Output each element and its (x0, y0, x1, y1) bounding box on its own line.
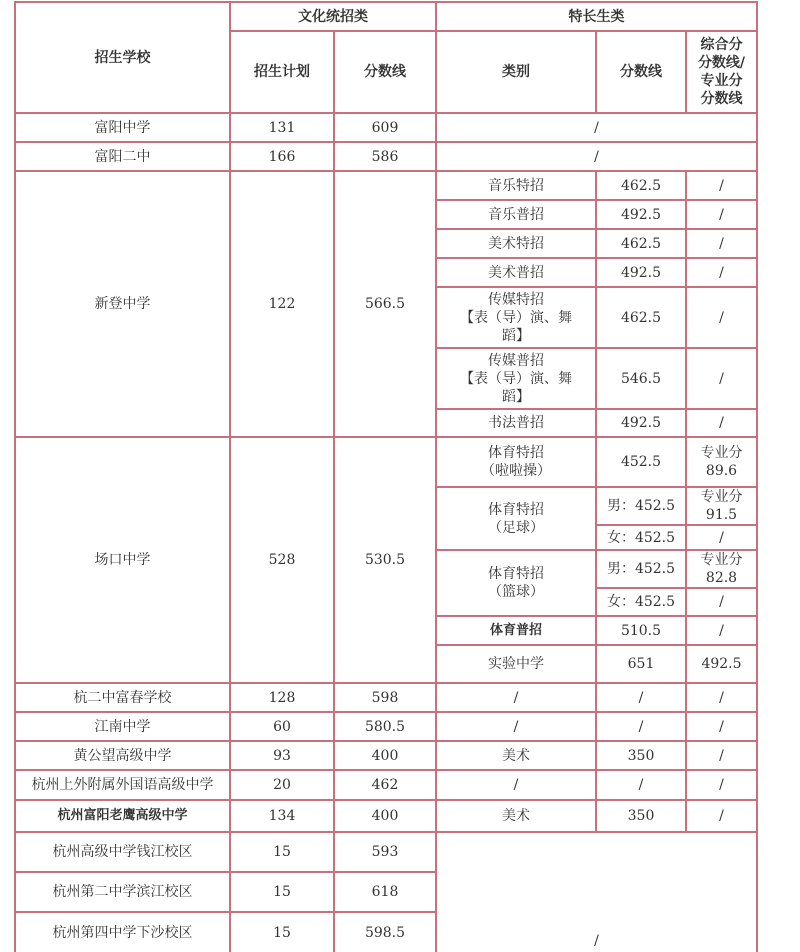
culture-score: 618 (334, 872, 436, 912)
table-row (15, 171, 757, 200)
specialty-score: 462.5 (596, 171, 686, 200)
specialty-score: 350 (596, 800, 686, 832)
culture-score: 400 (334, 741, 436, 770)
school-name: 杭州上外附属外国语高级中学 (15, 770, 230, 800)
composite-score: 专业分 89.6 (686, 437, 757, 487)
composite-score: / (686, 229, 757, 258)
composite-score: / (686, 712, 757, 741)
culture-score: 586 (334, 142, 436, 171)
specialty-score-male: 男：452.5 (596, 487, 686, 525)
composite-score: / (686, 348, 757, 409)
specialty-na: / (436, 142, 757, 171)
school-name: 杭州第四中学下沙校区 (15, 912, 230, 952)
school-name: 新登中学 (15, 171, 230, 437)
plan-count: 528 (230, 437, 334, 683)
composite-score: / (686, 171, 757, 200)
school-name: 黄公望高级中学 (15, 741, 230, 770)
specialty-category: 美术 (436, 741, 596, 770)
specialty-category: 体育特招 （篮球） (436, 550, 596, 616)
composite-score: / (686, 741, 757, 770)
culture-score: 580.5 (334, 712, 436, 741)
composite-score: / (686, 616, 757, 645)
school-name: 富阳二中 (15, 142, 230, 171)
plan-count: 15 (230, 872, 334, 912)
specialty-category: 书法普招 (436, 409, 596, 437)
plan-count: 122 (230, 171, 334, 437)
header-plan: 招生计划 (230, 31, 334, 113)
specialty-score-female: 女：452.5 (596, 525, 686, 550)
school-name: 杭二中富春学校 (15, 683, 230, 712)
specialty-score: 510.5 (596, 616, 686, 645)
school-name: 实验中学 (436, 645, 596, 683)
culture-score: 609 (334, 113, 436, 142)
composite-score-female: / (686, 588, 757, 616)
specialty-category: 体育特招 （足球） (436, 487, 596, 550)
table-row (15, 832, 757, 872)
culture-score: 598.5 (334, 912, 436, 952)
specialty-category: 美术 (436, 800, 596, 832)
culture-score: 400 (334, 800, 436, 832)
plan-count: 131 (230, 113, 334, 142)
school-name: 杭州富阳老鹰高级中学 (15, 800, 230, 832)
table-row (15, 800, 757, 832)
table-row (15, 741, 757, 770)
specialty-category: 体育特招 （啦啦操） (436, 437, 596, 487)
culture-score: 593 (334, 832, 436, 872)
header-school: 招生学校 (15, 2, 230, 113)
specialty-category: 音乐普招 (436, 200, 596, 229)
specialty-score: / (596, 683, 686, 712)
header-category: 类别 (436, 31, 596, 113)
specialty-score: 462.5 (596, 229, 686, 258)
school-name: 富阳中学 (15, 113, 230, 142)
plan-count: 166 (230, 142, 334, 171)
culture-score: 492.5 (686, 645, 757, 683)
specialty-category: / (436, 770, 596, 800)
composite-score: / (686, 770, 757, 800)
culture-score: 530.5 (334, 437, 436, 683)
specialty-na: / (436, 113, 757, 142)
plan-count: 15 (230, 912, 334, 952)
specialty-category: / (436, 683, 596, 712)
specialty-score: / (596, 770, 686, 800)
school-name: 杭州第二中学滨江校区 (15, 872, 230, 912)
composite-score: / (686, 287, 757, 348)
school-name: 江南中学 (15, 712, 230, 741)
plan-count: 15 (230, 832, 334, 872)
specialty-na: / (436, 832, 757, 952)
specialty-score-female: 女：452.5 (596, 588, 686, 616)
specialty-score: 492.5 (596, 258, 686, 287)
composite-score-male: 专业分 91.5 (686, 487, 757, 525)
specialty-category: 传媒普招 【表（导）演、舞 蹈】 (436, 348, 596, 409)
specialty-score-male: 男：452.5 (596, 550, 686, 588)
table-row (15, 437, 757, 487)
school-name: 杭州高级中学钱江校区 (15, 832, 230, 872)
composite-score: / (686, 258, 757, 287)
specialty-category: 音乐特招 (436, 171, 596, 200)
plan-count: 651 (596, 645, 686, 683)
table-row (15, 712, 757, 741)
admission-score-table (14, 1, 758, 952)
specialty-category: 体育普招 (436, 616, 596, 645)
culture-score: 462 (334, 770, 436, 800)
table-row (15, 113, 757, 142)
specialty-score: 492.5 (596, 409, 686, 437)
specialty-category: 传媒特招 【表（导）演、舞 蹈】 (436, 287, 596, 348)
header-specialty-score: 分数线 (596, 31, 686, 113)
specialty-category: 美术特招 (436, 229, 596, 258)
table-row (15, 683, 757, 712)
specialty-score: 452.5 (596, 437, 686, 487)
plan-count: 60 (230, 712, 334, 741)
composite-score: / (686, 200, 757, 229)
header-specialty-group: 特长生类 (436, 2, 757, 31)
specialty-score: 546.5 (596, 348, 686, 409)
culture-score: 566.5 (334, 171, 436, 437)
plan-count: 134 (230, 800, 334, 832)
plan-count: 93 (230, 741, 334, 770)
specialty-score: 350 (596, 741, 686, 770)
header-culture-score: 分数线 (334, 31, 436, 113)
composite-score-male: 专业分 82.8 (686, 550, 757, 588)
composite-score: / (686, 409, 757, 437)
composite-score-female: / (686, 525, 757, 550)
school-name: 场口中学 (15, 437, 230, 683)
composite-score: / (686, 683, 757, 712)
header-composite: 综合分 分数线/ 专业分 分数线 (686, 31, 757, 113)
specialty-category: 美术普招 (436, 258, 596, 287)
header-culture-group: 文化统招类 (230, 2, 436, 31)
specialty-score: 462.5 (596, 287, 686, 348)
specialty-score: / (596, 712, 686, 741)
table-row (15, 142, 757, 171)
plan-count: 20 (230, 770, 334, 800)
plan-count: 128 (230, 683, 334, 712)
specialty-score: 492.5 (596, 200, 686, 229)
culture-score: 598 (334, 683, 436, 712)
specialty-category: / (436, 712, 596, 741)
composite-score: / (686, 800, 757, 832)
table-row (15, 770, 757, 800)
